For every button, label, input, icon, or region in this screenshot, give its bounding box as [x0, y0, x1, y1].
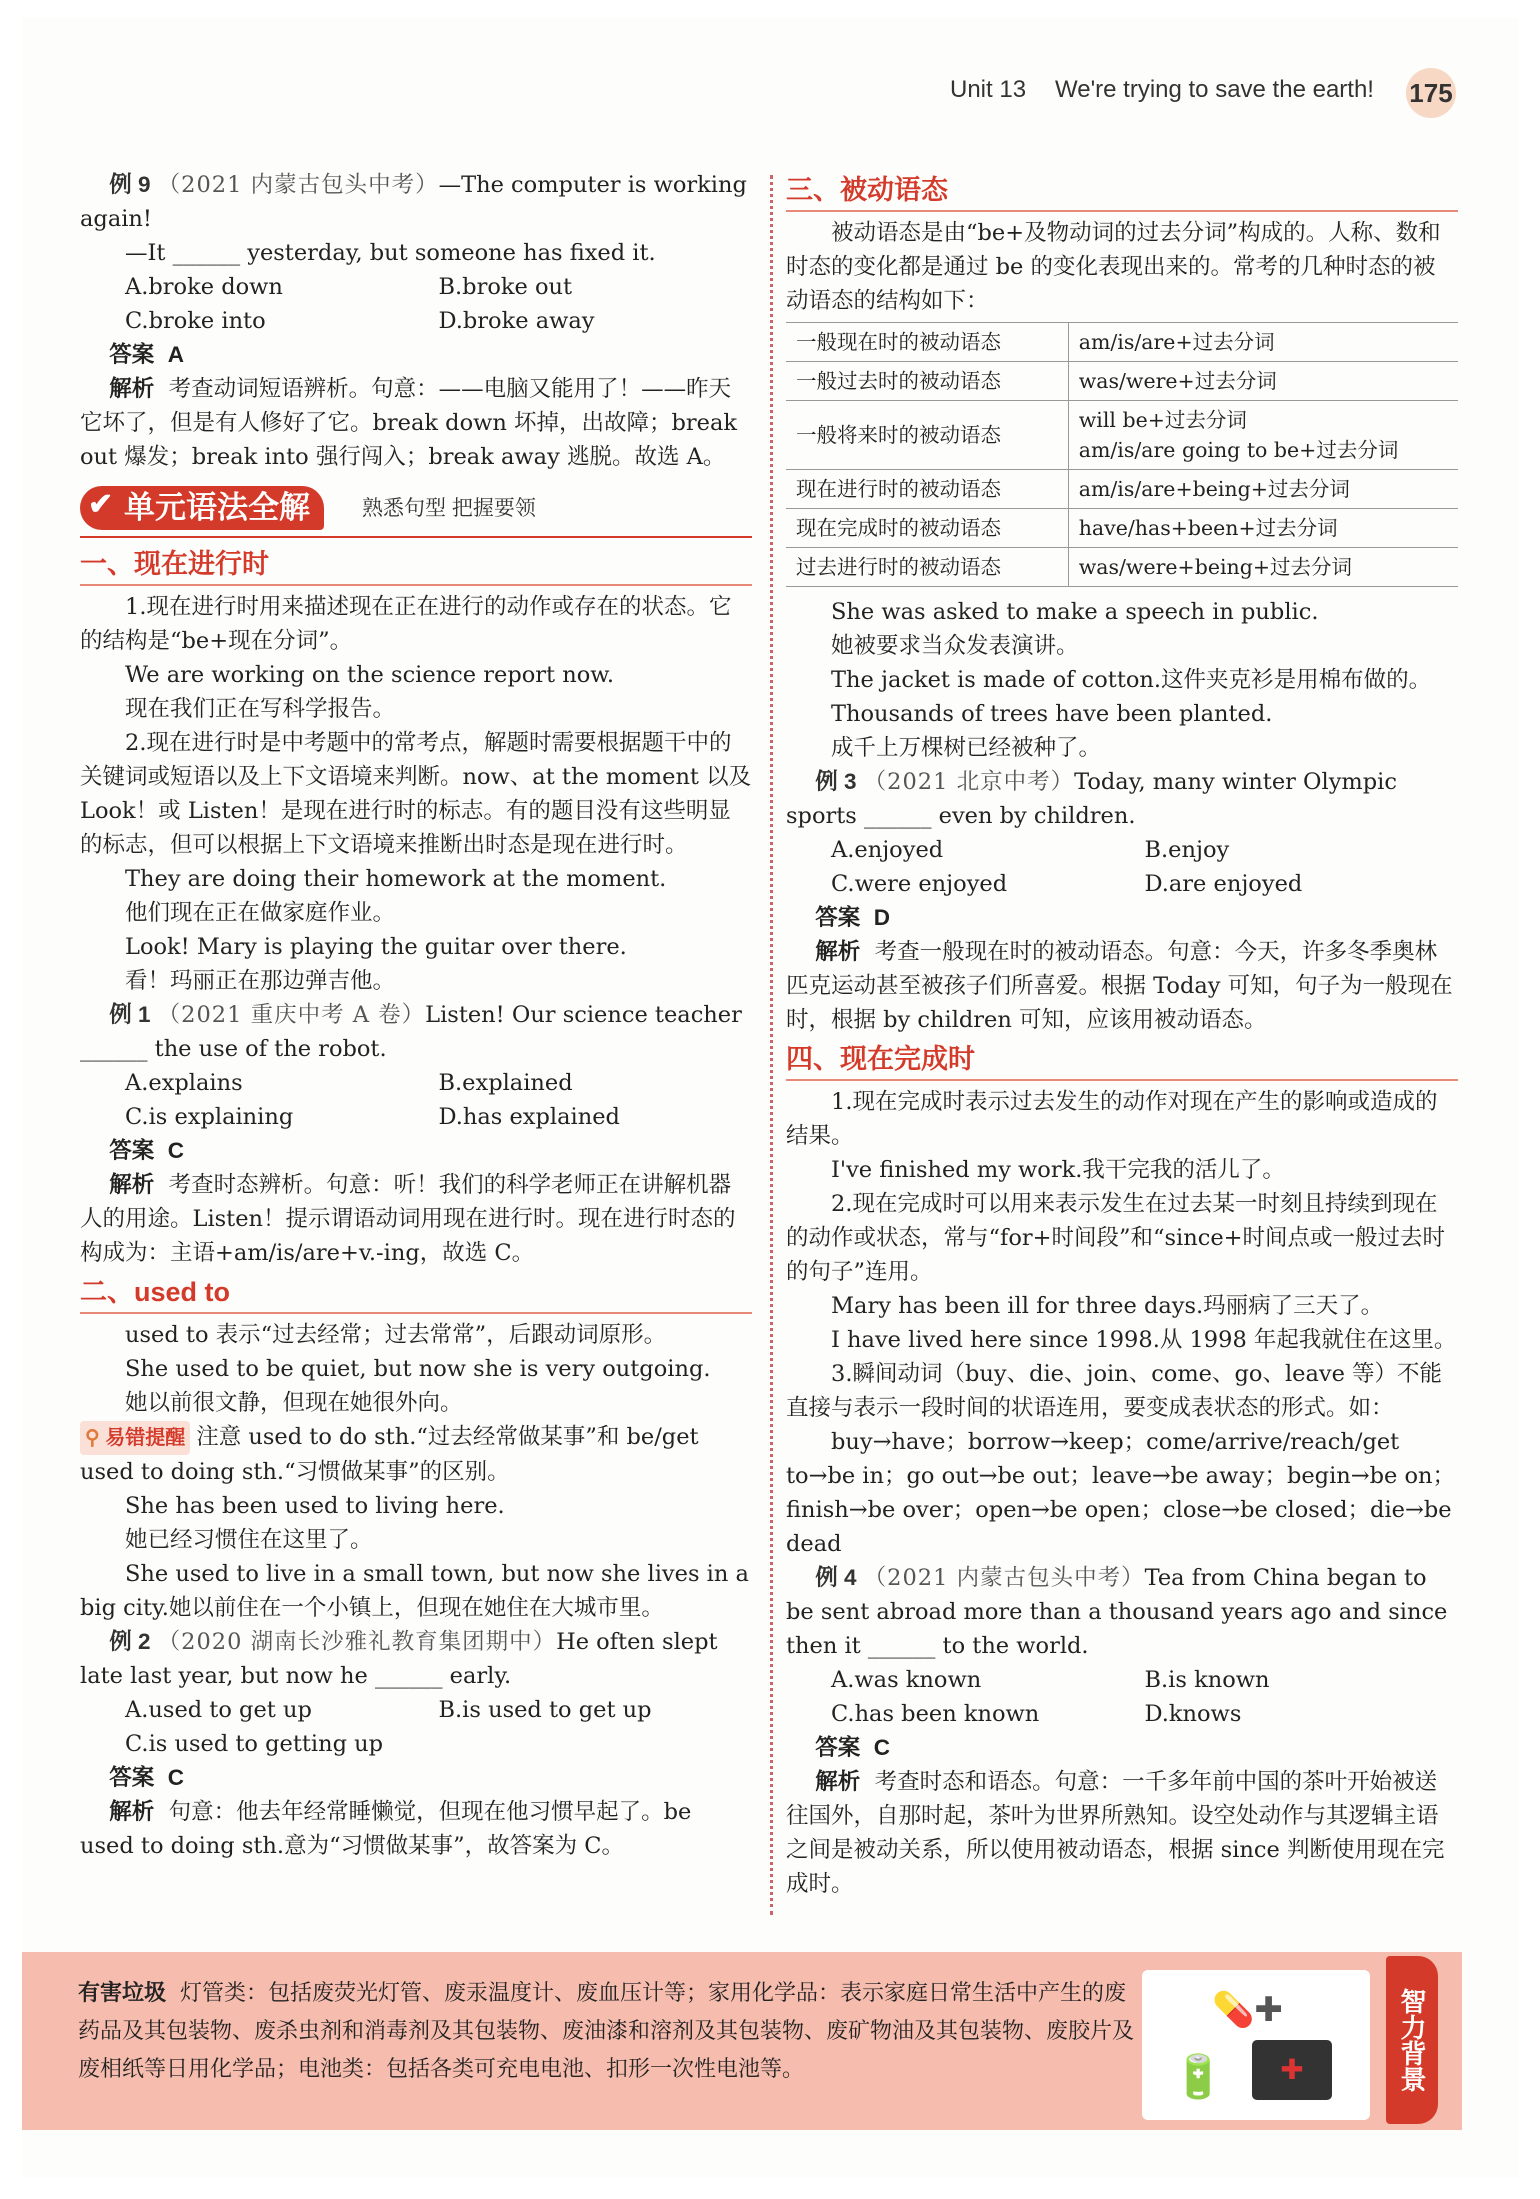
option-b: B.enjoy: [1144, 837, 1230, 863]
section-heading: 三、被动语态: [786, 170, 1458, 212]
option-d: D.are enjoyed: [1144, 871, 1303, 897]
option-b: B.explained: [438, 1070, 573, 1096]
analysis: [786, 935, 1458, 1037]
answer-label: 答案: [815, 905, 861, 930]
paragraph: 2.现在完成时可以用来表示发生在过去某一时刻且持续到现在的动作或状态，常与“for+时间段”和“since+时间点或一般过去时的句子”连用。: [786, 1191, 1445, 1285]
tip-badge: [80, 1421, 190, 1455]
example-stem: Today, many winter Olympic sports ______ even by children.: [786, 769, 1397, 829]
table-row: [786, 470, 1458, 509]
analysis-label: 解析: [815, 939, 861, 964]
option-d: D.broke away: [438, 308, 595, 334]
answer-row: [786, 1731, 1458, 1765]
answer-row: [80, 1134, 752, 1168]
unit-title: We're trying to save the earth!: [1055, 76, 1374, 103]
answer-label: 答案: [109, 342, 155, 367]
example-sentence: She was asked to make a speech in public.: [831, 599, 1319, 625]
paragraph: used to 表示“过去经常；过去常常”，后跟动词原形。: [125, 1322, 667, 1348]
example-sentence: She has been used to living here.: [125, 1493, 505, 1519]
section-heading: 一、现在进行时: [80, 544, 752, 586]
tense-name: 一般将来时的被动语态: [786, 401, 1068, 470]
answer-row: [80, 1761, 752, 1795]
structure: am/is/are+being+过去分词: [1078, 477, 1350, 501]
options-row: [80, 304, 752, 338]
structure: was/were+过去分词: [1078, 369, 1277, 393]
example-1: [80, 998, 752, 1066]
example-3: [786, 765, 1458, 833]
section-heading: 二、used to: [80, 1272, 752, 1314]
option-c: C.is used to getting up: [125, 1731, 384, 1757]
structure-cell: [1068, 509, 1458, 548]
tense-name: 现在进行时的被动语态: [786, 470, 1068, 509]
answer-label: 答案: [815, 1735, 861, 1760]
example-source: （2020 湖南长沙雅礼教育集团期中）: [157, 1629, 557, 1655]
tense-name: 现在完成时的被动语态: [786, 509, 1068, 548]
option-c: C.broke into: [125, 308, 266, 334]
analysis: [80, 1795, 752, 1863]
structure-cell: [1068, 401, 1458, 470]
passive-voice-table: [786, 322, 1458, 587]
example-source: （2021 重庆中考 A 卷）: [157, 1002, 426, 1028]
option-a: A.enjoyed: [831, 837, 944, 863]
knowledge-label: 有害垃圾: [78, 1980, 167, 2005]
side-tab: 智力背景: [1386, 1956, 1438, 2124]
option-b: B.is used to get up: [438, 1697, 652, 1723]
knowledge-body: 灯管类：包括废荧光灯管、废汞温度计、废血压计等；家用化学品：表示家庭日常生活中产生的废药品及其包装物、废杀虫剂和消毒剂及其包装物、废油漆和溶剂及其包装物、废矿物油及其包装物、废胶片及废相纸等日用化学品；电池类：包括各类可充电电池、扣形一次性电池等。: [78, 1981, 1135, 2082]
left-column: [80, 168, 752, 1863]
answer-row: [786, 901, 1458, 935]
check-icon: ✔: [88, 487, 114, 522]
battery-icon: 🔋: [1172, 2052, 1225, 2101]
options-row: [786, 1697, 1458, 1731]
example-stem: Listen! Our science teacher ______ the use of the robot.: [80, 1002, 742, 1062]
structure-cell: [1068, 323, 1458, 362]
example-label: 例 9: [109, 172, 151, 197]
answer-label: 答案: [109, 1765, 155, 1790]
example-stem: He often slept late last year, but now he ______ early.: [80, 1629, 718, 1689]
answer-value: C: [873, 1735, 891, 1760]
analysis: [80, 1168, 752, 1270]
example-9: [80, 168, 752, 236]
example-translation: 她被要求当众发表演讲。: [831, 633, 1079, 659]
example-source: （2021 内蒙古包头中考）: [863, 1565, 1145, 1591]
structure-cell: [1068, 362, 1458, 401]
tip-text: 注意 used to do sth.“过去经常做某事”和 be/get used to doing sth.“习惯做某事”的区别。: [80, 1424, 699, 1485]
paragraph: 3.瞬间动词（buy、die、join、come、go、leave 等）不能直接与表示一段时间的状语连用，要变成表状态的形式。如：: [786, 1361, 1443, 1421]
analysis: [80, 372, 752, 474]
structure: will be+过去分词: [1078, 408, 1247, 432]
example-sentence: The jacket is made of cotton.这件夹克衫是用棉布做的。: [831, 667, 1432, 693]
example-sentence: We are working on the science report now.: [125, 662, 614, 688]
option-c: C.is explaining: [125, 1104, 294, 1130]
tip-paragraph: [80, 1420, 752, 1489]
example-sentence: She used to live in a small town, but now she lives in a big city.她以前住在一个小镇上，但现在她住在大城市里。: [80, 1561, 749, 1621]
example-translation: 现在我们正在写科学报告。: [125, 696, 396, 722]
answer-value: A: [167, 342, 185, 367]
analysis-text: 考查时态和语态。句意：一千多年前中国的茶叶开始被送往国外，自那时起，茶叶为世界所熟知。设空处动作与其逻辑主语之间是被动关系，所以使用被动语态，根据 since 判断使用现在完成时。: [786, 1769, 1445, 1897]
answer-label: 答案: [109, 1138, 155, 1163]
option-a: A.broke down: [125, 274, 283, 300]
answer-value: C: [167, 1765, 185, 1790]
paragraph: 2.现在进行时是中考题中的常考点，解题时需要根据题干中的关键词或短语以及上下文语境来判断。now、at the moment 以及 Look！或 Listen！是现在进行时的标志。有的题目没有这些明显的标志，但可以根据上下文语境来推断出时态是现在进行时。: [80, 730, 752, 858]
tense-name: 过去进行时的被动语态: [786, 548, 1068, 587]
tense-name: 一般过去时的被动语态: [786, 362, 1068, 401]
example-sentence: I've finished my work.我干完我的活儿了。: [831, 1157, 1285, 1183]
answer-value: D: [873, 905, 891, 930]
unit-label: Unit 13: [950, 76, 1027, 103]
analysis-text: 句意：他去年经常睡懒觉，但现在他习惯早起了。be used to doing sth.意为“习惯做某事”，故答案为 C。: [80, 1799, 692, 1859]
analysis-label: 解析: [815, 1769, 861, 1794]
example-stem: —The computer is working again!: [80, 172, 747, 232]
option-d: D.has explained: [438, 1104, 620, 1130]
paragraph: 1.现在进行时用来描述现在正在进行的动作或存在的状态。它的结构是“be+现在分词”。: [80, 594, 732, 654]
example-sentence: Look! Mary is playing the guitar over there.: [125, 934, 627, 960]
tense-name: 一般现在时的被动语态: [786, 323, 1068, 362]
option-b: B.broke out: [438, 274, 573, 300]
structure: was/were+being+过去分词: [1078, 555, 1353, 579]
structure-alt: am/is/are going to be+过去分词: [1078, 438, 1399, 462]
column-divider: [770, 175, 773, 1915]
option-c: C.has been known: [831, 1701, 1040, 1727]
options-row: [80, 1693, 752, 1727]
analysis-label: 解析: [109, 1799, 155, 1824]
analysis-label: 解析: [109, 376, 155, 401]
paragraph: 被动语态是由“be+及物动词的过去分词”构成的。人称、数和时态的变化都是通过 be 的变化表现出来的。常考的几种时态的被动语态的结构如下：: [786, 220, 1441, 314]
example-4: [786, 1561, 1458, 1663]
example-label: 例 3: [815, 769, 857, 794]
banner-title: 单元语法全解: [124, 490, 310, 525]
example-sentence: Thousands of trees have been planted.: [831, 701, 1273, 727]
example-label: 例 1: [109, 1002, 151, 1027]
analysis-label: 解析: [109, 1172, 155, 1197]
section-heading: 四、现在完成时: [786, 1039, 1458, 1081]
options-row: [80, 1066, 752, 1100]
example-sentence: I have lived here since 1998.从 1998 年起我就住在这里。: [831, 1327, 1457, 1353]
medicine-icon: 💊✚: [1212, 1990, 1283, 2030]
example-sentence: She used to be quiet, but now she is very outgoing.: [125, 1356, 711, 1382]
knowledge-text: [78, 1974, 1138, 2089]
options-row: [80, 1100, 752, 1134]
banner-subtitle: 熟悉句型 把握要领: [362, 497, 536, 520]
options-row: [80, 270, 752, 304]
option-a: A.was known: [831, 1667, 982, 1693]
analysis-text: 考查动词短语辨析。句意：——电脑又能用了！——昨天它坏了，但是有人修好了它。break down 坏掉，出故障；break out 爆发；break into 强行闯入；break away 逃脱。故选 A。: [80, 376, 738, 470]
example-translation: 他们现在正在做家庭作业。: [125, 900, 396, 926]
option-b: B.is known: [1144, 1667, 1270, 1693]
table-row: [786, 323, 1458, 362]
page-header: [950, 72, 1460, 112]
option-d: D.knows: [1144, 1701, 1242, 1727]
medical-kit-icon: ✚: [1252, 2040, 1332, 2100]
example-translation: 成千上万棵树已经被种了。: [831, 735, 1102, 761]
page-number: 175: [1406, 68, 1456, 118]
banner-title-bar: [80, 486, 324, 530]
example-translation: 她已经习惯住在这里了。: [125, 1527, 373, 1553]
table-row: [786, 401, 1458, 470]
structure: have/has+been+过去分词: [1078, 516, 1338, 540]
answer-value: C: [167, 1138, 185, 1163]
analysis-text: 考查一般现在时的被动语态。句意：今天，许多冬季奥林匹克运动甚至被孩子们所喜爱。根据 Today 可知，句子为一般现在时，根据 by children 可知，应该用被动语态。: [786, 939, 1453, 1033]
option-c: C.were enjoyed: [831, 871, 1008, 897]
tip-label: 易错提醒: [105, 1427, 186, 1449]
example-label: 例 2: [109, 1629, 151, 1654]
example-translation: 看！玛丽正在那边弹吉他。: [125, 968, 396, 994]
analysis: [786, 1765, 1458, 1901]
structure-cell: [1068, 548, 1458, 587]
example-source: （2021 内蒙古包头中考）: [157, 172, 439, 198]
paragraph: 1.现在完成时表示过去发生的动作对现在产生的影响或造成的结果。: [786, 1089, 1438, 1149]
structure: am/is/are+过去分词: [1078, 330, 1275, 354]
knowledge-box: [22, 1952, 1462, 2130]
structure-cell: [1068, 470, 1458, 509]
option-a: A.used to get up: [125, 1697, 312, 1723]
example-source: （2021 北京中考）: [863, 769, 1075, 795]
hazardous-waste-illustration: [1142, 1970, 1370, 2120]
example-2: [80, 1625, 752, 1693]
options-row: [786, 833, 1458, 867]
example-stem-2: —It ______ yesterday, but someone has fixed it.: [125, 240, 656, 266]
answer-row: [80, 338, 752, 372]
option-a: A.explains: [125, 1070, 243, 1096]
table-row: [786, 509, 1458, 548]
example-stem: Tea from China began to be sent abroad more than a thousand years ago and since then it ______ to the world.: [786, 1565, 1448, 1659]
section-banner: [80, 484, 752, 538]
example-label: 例 4: [815, 1565, 857, 1590]
table-row: [786, 362, 1458, 401]
options-row: [80, 1727, 752, 1761]
example-sentence: Mary has been ill for three days.玛丽病了三天了。: [831, 1293, 1384, 1319]
options-row: [786, 867, 1458, 901]
lightbulb-icon: ⚲: [85, 1427, 100, 1449]
analysis-text: 考查时态辨析。句意：听！我们的科学老师正在讲解机器人的用途。Listen！提示谓语动词用现在进行时。现在进行时态的构成为：主语+am/is/are+v.-ing，故选 C。: [80, 1172, 736, 1266]
table-row: [786, 548, 1458, 587]
right-column: [786, 168, 1458, 1901]
options-row: [786, 1663, 1458, 1697]
paragraph: buy→have；borrow→keep；come/arrive/reach/get to→be in；go out→be out；leave→be away；begin→be on；finish→be over；open→be open；close→be closed；die→be dead: [786, 1429, 1456, 1557]
example-translation: 她以前很文静，但现在她很外向。: [125, 1390, 463, 1416]
example-sentence: They are doing their homework at the moment.: [125, 866, 667, 892]
